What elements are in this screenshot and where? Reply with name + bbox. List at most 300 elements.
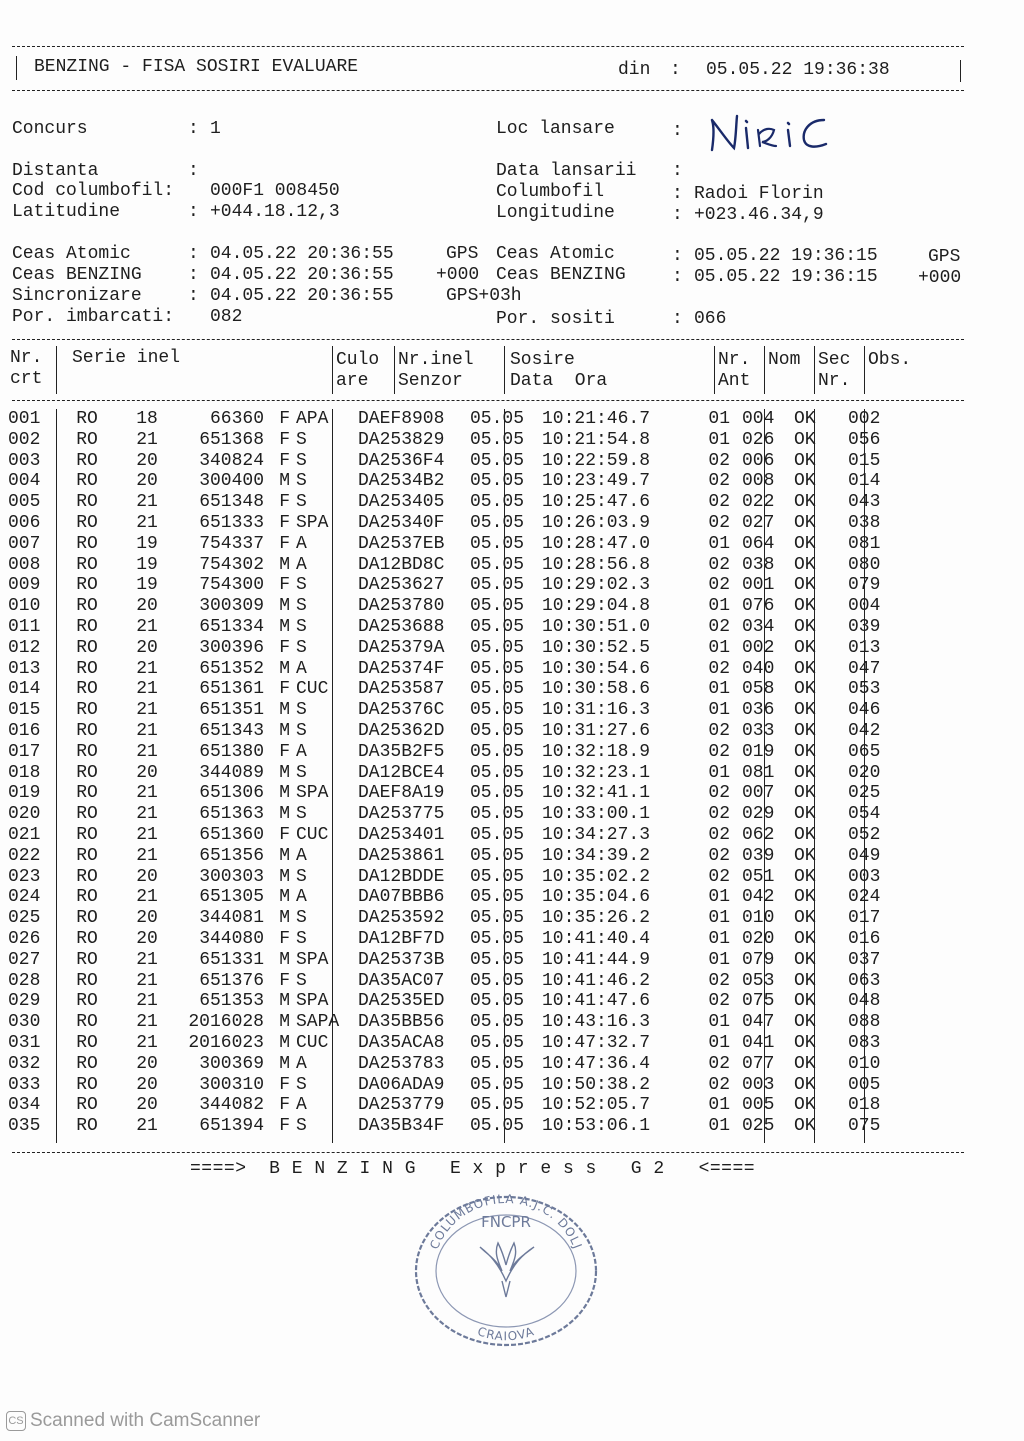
table-row xyxy=(8,513,908,534)
loc-lansare-label: Loc lansare xyxy=(496,119,615,139)
row-sec: OK xyxy=(794,554,816,575)
row-sex: M xyxy=(279,720,290,741)
row-sec: OK xyxy=(794,471,816,492)
row-color: APA xyxy=(296,409,329,429)
row-sensor: DA35B2F5 xyxy=(358,741,445,762)
footer-banner: ====> B E N Z I N G E x p r e s s G 2 <==== xyxy=(190,1159,756,1179)
row-country: RO xyxy=(76,409,98,429)
row-antenna: 02 xyxy=(708,741,730,762)
row-obs: 017 xyxy=(848,908,881,929)
row-nom: 025 xyxy=(742,1116,775,1137)
row-ring: 651394 xyxy=(199,1116,264,1137)
row-antenna: 02 xyxy=(708,991,730,1012)
row-antenna: 02 xyxy=(708,783,730,804)
latitudine-value: +044.18.12,3 xyxy=(210,202,340,222)
row-year: 21 xyxy=(136,1116,158,1137)
row-time: 10:23:49.7 xyxy=(542,471,651,492)
row-color: S xyxy=(296,596,307,617)
row-ring: 2016028 xyxy=(188,1012,264,1033)
row-ring: 300309 xyxy=(199,596,264,617)
row-year: 21 xyxy=(136,658,158,679)
row-color: S xyxy=(296,492,307,513)
table-row xyxy=(8,908,908,929)
row-sec: OK xyxy=(794,616,816,637)
row-date: 05.05 xyxy=(470,429,525,450)
row-obs: 063 xyxy=(848,970,881,991)
row-color: S xyxy=(296,1116,307,1137)
row-sec: OK xyxy=(794,637,816,658)
row-sec: OK xyxy=(794,409,816,429)
table-row xyxy=(8,659,908,680)
col-culoare-2: are xyxy=(336,371,369,391)
row-nr: 025 xyxy=(8,908,41,929)
table-row xyxy=(8,492,908,513)
row-time: 10:35:04.6 xyxy=(542,887,651,908)
row-ring: 344082 xyxy=(199,1095,264,1116)
row-date: 05.05 xyxy=(470,679,525,700)
table-row xyxy=(8,804,908,825)
row-country: RO xyxy=(76,658,98,679)
row-date: 05.05 xyxy=(470,1116,525,1137)
row-nom: 038 xyxy=(742,554,775,575)
longitudine-label: Longitudine xyxy=(496,203,615,223)
row-year: 21 xyxy=(136,1012,158,1033)
row-year: 21 xyxy=(136,700,158,721)
row-time: 10:26:03.9 xyxy=(542,512,651,533)
row-sec: OK xyxy=(794,1032,816,1053)
row-sensor: DA25340F xyxy=(358,512,445,533)
row-color: A xyxy=(296,845,307,866)
row-nr: 014 xyxy=(8,679,41,700)
row-country: RO xyxy=(76,824,98,845)
row-nr: 023 xyxy=(8,866,41,887)
table-row xyxy=(8,555,908,576)
row-obs: 016 xyxy=(848,928,881,949)
table-row xyxy=(8,846,908,867)
table-row xyxy=(8,1054,908,1075)
row-ring: 300310 xyxy=(199,1074,264,1095)
row-obs: 049 xyxy=(848,845,881,866)
row-antenna: 02 xyxy=(708,512,730,533)
row-sec: OK xyxy=(794,512,816,533)
row-ring: 754337 xyxy=(199,533,264,554)
row-sex: M xyxy=(279,658,290,679)
row-nr: 003 xyxy=(8,450,41,471)
row-ring: 651353 xyxy=(199,991,264,1012)
ceas-benzing-right-suffix: +000 xyxy=(918,268,962,288)
cod-label: Cod columbofil: xyxy=(12,181,175,201)
row-sex: F xyxy=(279,928,290,949)
row-sensor: DA2535ED xyxy=(358,991,445,1012)
row-time: 10:30:51.0 xyxy=(542,616,651,637)
row-obs: 004 xyxy=(848,596,881,617)
row-nr: 035 xyxy=(8,1116,41,1137)
row-nr: 028 xyxy=(8,970,41,991)
row-nr: 005 xyxy=(8,492,41,513)
row-color: CUC xyxy=(296,1032,329,1053)
row-antenna: 02 xyxy=(708,1053,730,1074)
row-ring: 651334 xyxy=(199,616,264,637)
row-antenna: 02 xyxy=(708,471,730,492)
row-time: 10:47:36.4 xyxy=(542,1053,651,1074)
row-nr: 021 xyxy=(8,824,41,845)
row-country: RO xyxy=(76,928,98,949)
row-obs: 025 xyxy=(848,783,881,804)
row-color: CUC xyxy=(296,824,329,845)
row-nom: 040 xyxy=(742,658,775,679)
row-nom: 079 xyxy=(742,949,775,970)
columbofil-value: Radoi Florin xyxy=(694,184,824,204)
row-sensor: DA25374F xyxy=(358,658,445,679)
row-sec: OK xyxy=(794,429,816,450)
row-sex: M xyxy=(279,471,290,492)
row-ring: 651361 xyxy=(199,679,264,700)
row-date: 05.05 xyxy=(470,596,525,617)
col-nr-ant-1: Nr. xyxy=(718,350,751,370)
row-nr: 001 xyxy=(8,409,41,429)
row-year: 21 xyxy=(136,720,158,741)
row-ring: 651331 xyxy=(199,949,264,970)
row-obs: 054 xyxy=(848,804,881,825)
row-nom: 022 xyxy=(742,492,775,513)
data-lansarii-label: Data lansarii xyxy=(496,161,637,181)
col-culoare-1: Culo xyxy=(336,350,380,370)
row-nom: 008 xyxy=(742,471,775,492)
row-date: 05.05 xyxy=(470,991,525,1012)
row-country: RO xyxy=(76,1012,98,1033)
row-time: 10:52:05.7 xyxy=(542,1095,651,1116)
row-nr: 012 xyxy=(8,637,41,658)
table-row xyxy=(8,1095,908,1116)
scanner-watermark xyxy=(6,1410,260,1432)
ceas-benzing-label-right: Ceas BENZING xyxy=(496,265,626,285)
row-nom: 039 xyxy=(742,845,775,866)
row-obs: 018 xyxy=(848,1095,881,1116)
row-sec: OK xyxy=(794,492,816,513)
row-obs: 081 xyxy=(848,533,881,554)
row-time: 10:41:47.6 xyxy=(542,991,651,1012)
row-obs: 065 xyxy=(848,741,881,762)
row-sec: OK xyxy=(794,908,816,929)
row-year: 20 xyxy=(136,1053,158,1074)
row-country: RO xyxy=(76,700,98,721)
row-antenna: 02 xyxy=(708,824,730,845)
row-sex: F xyxy=(279,1074,290,1095)
row-time: 10:41:40.4 xyxy=(542,928,651,949)
row-time: 10:41:44.9 xyxy=(542,949,651,970)
row-ring: 300303 xyxy=(199,866,264,887)
stamp-top-text: COLUMBOFILA A.J.C. DOLJ xyxy=(427,1191,585,1252)
row-date: 05.05 xyxy=(470,908,525,929)
row-antenna: 01 xyxy=(708,908,730,929)
scanner-text: Scanned with CamScanner xyxy=(30,1410,261,1431)
row-country: RO xyxy=(76,429,98,450)
row-ring: 300369 xyxy=(199,1053,264,1074)
row-sec: OK xyxy=(794,887,816,908)
row-year: 21 xyxy=(136,512,158,533)
row-sensor: DA35AC07 xyxy=(358,970,445,991)
table-row xyxy=(8,617,908,638)
table-row xyxy=(8,721,908,742)
row-sec: OK xyxy=(794,720,816,741)
col-obs: Obs. xyxy=(868,350,912,370)
col-sec-1: Sec xyxy=(818,350,851,370)
row-sensor: DA253405 xyxy=(358,492,445,513)
table-row xyxy=(8,1075,908,1096)
row-ring: 651333 xyxy=(199,512,264,533)
row-antenna: 02 xyxy=(708,575,730,596)
col-nr-inel-1: Nr.inel xyxy=(398,350,474,370)
row-country: RO xyxy=(76,616,98,637)
row-sensor: DA253688 xyxy=(358,616,445,637)
row-antenna: 01 xyxy=(708,596,730,617)
ceas-benzing-label-left: Ceas BENZING xyxy=(12,265,142,285)
row-sensor: DA12BDDE xyxy=(358,866,445,887)
row-nr: 008 xyxy=(8,554,41,575)
distanta-label: Distanta xyxy=(12,161,99,181)
row-sensor: DA253627 xyxy=(358,575,445,596)
row-sex: M xyxy=(279,991,290,1012)
row-sec: OK xyxy=(794,1116,816,1137)
table-row xyxy=(8,867,908,888)
row-ring: 2016023 xyxy=(188,1032,264,1053)
row-date: 05.05 xyxy=(470,492,525,513)
ceas-atomic-label-left: Ceas Atomic xyxy=(12,244,131,264)
row-sensor: DA253775 xyxy=(358,804,445,825)
row-ring: 754300 xyxy=(199,575,264,596)
row-year: 21 xyxy=(136,887,158,908)
row-nr: 022 xyxy=(8,845,41,866)
row-time: 10:30:54.6 xyxy=(542,658,651,679)
row-date: 05.05 xyxy=(470,804,525,825)
row-country: RO xyxy=(76,970,98,991)
row-sex: F xyxy=(279,1095,290,1116)
row-nr: 009 xyxy=(8,575,41,596)
row-ring: 651352 xyxy=(199,658,264,679)
row-nr: 002 xyxy=(8,429,41,450)
row-sex: F xyxy=(279,575,290,596)
row-color: A xyxy=(296,533,307,554)
row-time: 10:32:18.9 xyxy=(542,741,651,762)
document-title: BENZING - FISA SOSIRI EVALUARE xyxy=(34,57,359,77)
row-nom: 004 xyxy=(742,409,775,429)
row-date: 05.05 xyxy=(470,1012,525,1033)
row-sec: OK xyxy=(794,658,816,679)
row-ring: 300396 xyxy=(199,637,264,658)
row-nom: 081 xyxy=(742,762,775,783)
ceas-atomic-left-suffix: GPS xyxy=(446,244,479,264)
row-date: 05.05 xyxy=(470,637,525,658)
row-time: 10:34:27.3 xyxy=(542,824,651,845)
row-sensor: DA12BCE4 xyxy=(358,762,445,783)
row-obs: 038 xyxy=(848,512,881,533)
row-year: 21 xyxy=(136,492,158,513)
row-obs: 015 xyxy=(848,450,881,471)
row-date: 05.05 xyxy=(470,1053,525,1074)
row-sec: OK xyxy=(794,1012,816,1033)
row-time: 10:31:16.3 xyxy=(542,700,651,721)
row-year: 21 xyxy=(136,679,158,700)
row-sensor: DA253779 xyxy=(358,1095,445,1116)
row-ring: 651368 xyxy=(199,429,264,450)
row-sensor: DA253780 xyxy=(358,596,445,617)
row-antenna: 01 xyxy=(708,637,730,658)
row-year: 20 xyxy=(136,866,158,887)
row-color: A xyxy=(296,887,307,908)
row-date: 05.05 xyxy=(470,970,525,991)
row-nom: 010 xyxy=(742,908,775,929)
stamp-bottom-text: CRAIOVA xyxy=(475,1324,537,1344)
row-sex: M xyxy=(279,845,290,866)
row-antenna: 01 xyxy=(708,533,730,554)
row-antenna: 01 xyxy=(708,887,730,908)
din-value: 05.05.22 19:36:38 xyxy=(706,60,890,80)
row-date: 05.05 xyxy=(470,700,525,721)
cod-value: 000F1 008450 xyxy=(210,181,340,201)
row-antenna: 02 xyxy=(708,450,730,471)
row-nom: 033 xyxy=(742,720,775,741)
row-sensor: DA2537EB xyxy=(358,533,445,554)
arrivals-table xyxy=(8,409,908,1137)
row-nr: 007 xyxy=(8,533,41,554)
row-sec: OK xyxy=(794,679,816,700)
row-nr: 017 xyxy=(8,741,41,762)
row-obs: 048 xyxy=(848,991,881,1012)
row-date: 05.05 xyxy=(470,1074,525,1095)
row-country: RO xyxy=(76,1095,98,1116)
row-time: 10:28:56.8 xyxy=(542,554,651,575)
ceas-benzing-left-suffix: +000 xyxy=(436,265,480,285)
row-obs: 079 xyxy=(848,575,881,596)
row-obs: 020 xyxy=(848,762,881,783)
table-row xyxy=(8,971,908,992)
row-year: 20 xyxy=(136,1095,158,1116)
row-sex: M xyxy=(279,700,290,721)
row-country: RO xyxy=(76,554,98,575)
row-color: S xyxy=(296,804,307,825)
table-row xyxy=(8,596,908,617)
row-country: RO xyxy=(76,471,98,492)
row-year: 21 xyxy=(136,1032,158,1053)
row-sec: OK xyxy=(794,741,816,762)
row-nom: 005 xyxy=(742,1095,775,1116)
row-date: 05.05 xyxy=(470,845,525,866)
row-country: RO xyxy=(76,1074,98,1095)
row-sensor: DA35ACA8 xyxy=(358,1032,445,1053)
row-sex: M xyxy=(279,804,290,825)
row-color: S xyxy=(296,575,307,596)
por-imbarcati-value: 082 xyxy=(210,307,243,327)
row-ring: 651348 xyxy=(199,492,264,513)
row-sex: F xyxy=(279,824,290,845)
row-year: 21 xyxy=(136,824,158,845)
table-row xyxy=(8,950,908,971)
row-color: S xyxy=(296,866,307,887)
row-color: A xyxy=(296,741,307,762)
row-sec: OK xyxy=(794,762,816,783)
sincronizare-suffix: GPS+03h xyxy=(446,286,522,306)
row-year: 20 xyxy=(136,1074,158,1095)
row-date: 05.05 xyxy=(470,471,525,492)
row-nom: 019 xyxy=(742,741,775,762)
row-country: RO xyxy=(76,783,98,804)
row-obs: 037 xyxy=(848,949,881,970)
row-nr: 024 xyxy=(8,887,41,908)
row-ring: 340824 xyxy=(199,450,264,471)
row-ring: 300400 xyxy=(199,471,264,492)
row-nr: 006 xyxy=(8,512,41,533)
row-nom: 003 xyxy=(742,1074,775,1095)
row-ring: 344089 xyxy=(199,762,264,783)
col-sosire-2: Data Ora xyxy=(510,371,608,391)
row-ring: 651343 xyxy=(199,720,264,741)
row-sensor: DA35BB56 xyxy=(358,1012,445,1033)
row-sec: OK xyxy=(794,533,816,554)
row-obs: 039 xyxy=(848,616,881,637)
table-header-top-rule xyxy=(12,339,964,340)
row-year: 21 xyxy=(136,616,158,637)
row-time: 10:41:46.2 xyxy=(542,970,651,991)
row-antenna: 01 xyxy=(708,700,730,721)
row-ring: 344081 xyxy=(199,908,264,929)
row-year: 21 xyxy=(136,804,158,825)
col-nr-ant-2: Ant xyxy=(718,371,751,391)
row-time: 10:22:59.8 xyxy=(542,450,651,471)
row-sec: OK xyxy=(794,824,816,845)
row-time: 10:34:39.2 xyxy=(542,845,651,866)
header-top-rule xyxy=(12,46,964,47)
row-time: 10:33:00.1 xyxy=(542,804,651,825)
row-nr: 030 xyxy=(8,1012,41,1033)
row-date: 05.05 xyxy=(470,658,525,679)
table-row xyxy=(8,991,908,1012)
table-row xyxy=(8,638,908,659)
row-sex: M xyxy=(279,1032,290,1053)
row-date: 05.05 xyxy=(470,887,525,908)
row-ring: 651363 xyxy=(199,804,264,825)
row-year: 18 xyxy=(136,409,158,429)
row-ring: 651376 xyxy=(199,970,264,991)
row-antenna: 02 xyxy=(708,866,730,887)
organization-stamp xyxy=(410,1185,602,1347)
row-time: 10:43:16.3 xyxy=(542,1012,651,1033)
row-antenna: 02 xyxy=(708,720,730,741)
row-color: S xyxy=(296,970,307,991)
row-nr: 004 xyxy=(8,471,41,492)
row-country: RO xyxy=(76,991,98,1012)
row-country: RO xyxy=(76,575,98,596)
row-sex: F xyxy=(279,679,290,700)
row-time: 10:28:47.0 xyxy=(542,533,651,554)
row-nr: 013 xyxy=(8,658,41,679)
row-color: S xyxy=(296,700,307,721)
arrivals-table-body xyxy=(8,409,908,1137)
row-sensor: DA2534B2 xyxy=(358,471,445,492)
row-sex: M xyxy=(279,866,290,887)
row-year: 21 xyxy=(136,949,158,970)
por-imbarcati-label: Por. imbarcati: xyxy=(12,307,175,327)
row-country: RO xyxy=(76,450,98,471)
row-sec: OK xyxy=(794,949,816,970)
row-sex: M xyxy=(279,949,290,970)
row-time: 10:35:02.2 xyxy=(542,866,651,887)
col-nr-inel-2: Senzor xyxy=(398,371,463,391)
row-country: RO xyxy=(76,720,98,741)
row-sensor: DA253829 xyxy=(358,429,445,450)
row-year: 21 xyxy=(136,741,158,762)
row-country: RO xyxy=(76,1116,98,1137)
row-time: 10:21:54.8 xyxy=(542,429,651,450)
